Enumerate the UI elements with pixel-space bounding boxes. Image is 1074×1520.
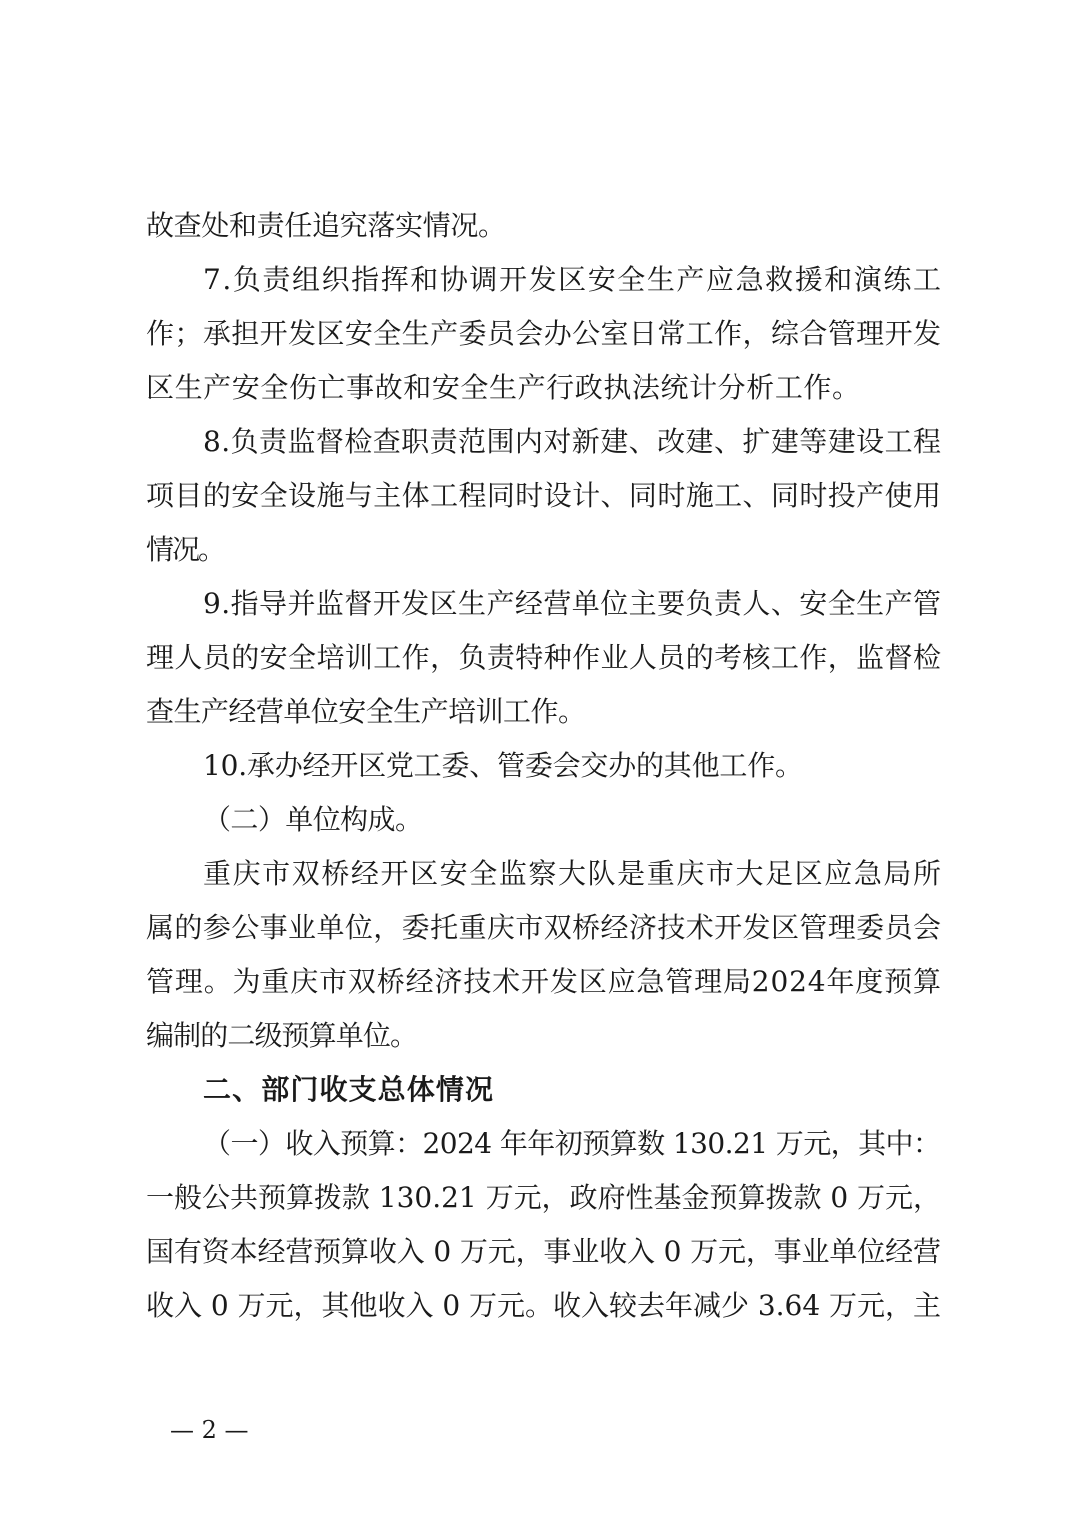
line-text: 7.负责组织指挥和协调开发区安全生产应急救援和演练工 xyxy=(203,263,943,296)
line-text: 属的参公事业单位，委托重庆市双桥经济技术开发区管理委员会 xyxy=(146,911,942,944)
text-line xyxy=(0,1016,1074,1056)
text-line xyxy=(0,476,1074,516)
page-number: — 2 — xyxy=(170,1416,249,1444)
line-text: （二）单位构成。 xyxy=(203,803,423,836)
text-line xyxy=(0,1286,1074,1326)
text-line xyxy=(0,908,1074,948)
text-line xyxy=(0,1232,1074,1272)
line-text: 管理。为重庆市双桥经济技术开发区应急管理局2024年度预算 xyxy=(146,965,942,998)
line-text: 查生产经营单位安全生产培训工作。 xyxy=(146,695,586,728)
text-line xyxy=(0,260,1074,300)
line-text: 重庆市双桥经开区安全监察大队是重庆市大足区应急局所 xyxy=(203,857,943,890)
line-text: 区生产安全伤亡事故和安全生产行政执法统计分析工作。 xyxy=(146,371,861,404)
line-text: 情况。 xyxy=(146,533,224,566)
line-text: 国有资本经营预算收入 0 万元，事业收入 0 万元，事业单位经营 xyxy=(146,1235,941,1268)
line-text: 故查处和责任追究落实情况。 xyxy=(146,209,506,242)
line-text: 9.指导并监督开发区生产经营单位主要负责人、安全生产管 xyxy=(203,587,942,620)
text-line xyxy=(0,206,1074,246)
line-text: 编制的二级预算单位。 xyxy=(146,1019,418,1052)
text-line xyxy=(0,314,1074,354)
text-line xyxy=(0,692,1074,732)
text-line xyxy=(0,368,1074,408)
text-line xyxy=(0,530,1074,570)
line-text: 8.负责监督检查职责范围内对新建、改建、扩建等建设工程 xyxy=(203,425,942,458)
text-line xyxy=(0,1178,1074,1218)
text-line xyxy=(0,638,1074,678)
line-text: 二、部门收支总体情况 xyxy=(203,1073,495,1106)
text-line xyxy=(0,584,1074,624)
line-text: 收入 0 万元，其他收入 0 万元。收入较去年减少 3.64 万元，主 xyxy=(146,1289,941,1322)
line-text: （一）收入预算：2024 年年初预算数 130.21 万元，其中： xyxy=(203,1127,941,1160)
text-line xyxy=(0,746,1074,786)
line-text: 一般公共预算拨款 130.21 万元，政府性基金预算拨款 0 万元， xyxy=(146,1181,941,1214)
text-line xyxy=(0,422,1074,462)
line-text: 项目的安全设施与主体工程同时设计、同时施工、同时投产使用 xyxy=(146,479,942,512)
text-line xyxy=(0,1124,1074,1164)
line-text: 理人员的安全培训工作，负责特种作业人员的考核工作，监督检 xyxy=(146,641,942,674)
section-subheading xyxy=(0,800,1074,840)
text-line xyxy=(0,962,1074,1002)
text-line xyxy=(0,854,1074,894)
line-text: 10.承办经开区党工委、管委会交办的其他工作。 xyxy=(203,749,803,782)
section-heading xyxy=(0,1070,1074,1110)
line-text: 作；承担开发区安全生产委员会办公室日常工作，综合管理开发 xyxy=(146,317,942,350)
